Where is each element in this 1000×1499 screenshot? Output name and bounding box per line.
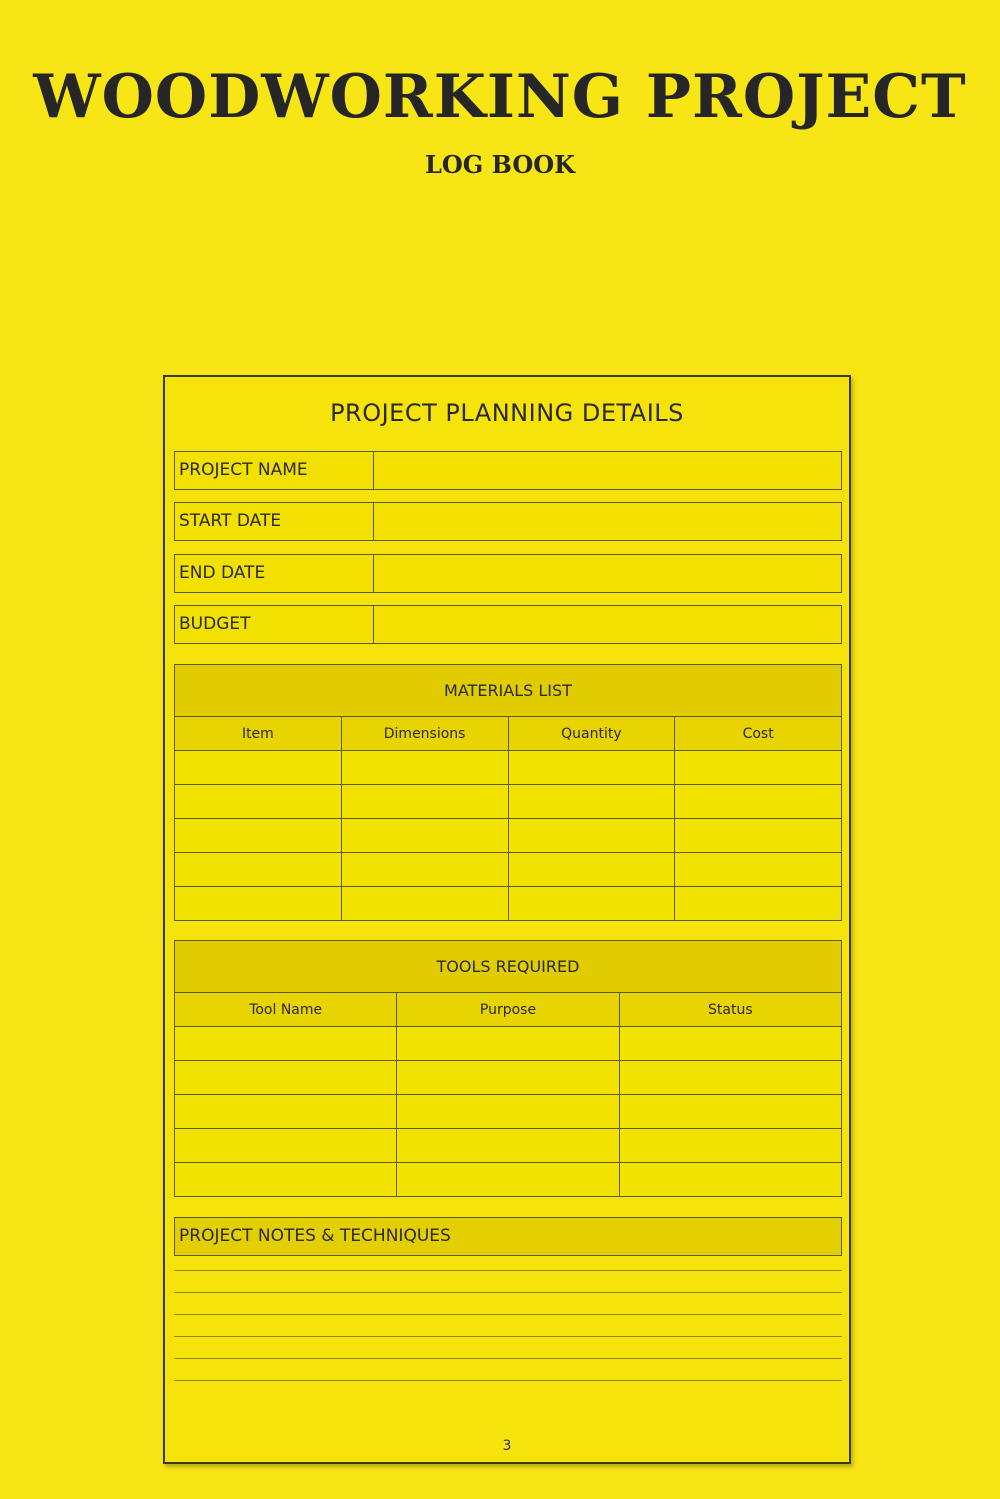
page-heading: PROJECT PLANNING DETAILS (330, 399, 684, 427)
table-cell[interactable] (397, 1061, 619, 1095)
table-cell[interactable] (619, 1129, 841, 1163)
table-row (175, 819, 842, 853)
table-row (175, 751, 842, 785)
table-cell[interactable] (341, 819, 508, 853)
table-row (175, 1163, 842, 1197)
note-line[interactable] (174, 1380, 842, 1381)
table-cell[interactable] (675, 785, 842, 819)
table-cell[interactable] (508, 853, 675, 887)
field-label: START DATE (175, 503, 374, 540)
table-cell[interactable] (175, 751, 342, 785)
column-header: Tool Name (175, 993, 397, 1027)
table-row (175, 887, 842, 921)
materials-table (174, 664, 842, 921)
table-cell[interactable] (619, 1061, 841, 1095)
note-line[interactable] (174, 1336, 842, 1337)
project-name-field (174, 451, 842, 490)
note-line[interactable] (174, 1270, 842, 1271)
field-label: END DATE (175, 555, 374, 592)
budget-input[interactable] (374, 606, 841, 643)
budget-field (174, 605, 842, 644)
page-number: 3 (502, 1438, 512, 1454)
end-date-field (174, 554, 842, 593)
project-name-input[interactable] (374, 452, 841, 489)
column-header: Purpose (397, 993, 619, 1027)
column-header: Status (619, 993, 841, 1027)
table-cell[interactable] (175, 1095, 397, 1129)
table-cell[interactable] (341, 853, 508, 887)
materials-title: MATERIALS LIST (175, 665, 842, 717)
table-cell[interactable] (619, 1163, 841, 1197)
field-label: PROJECT NAME (175, 452, 374, 489)
column-header: Quantity (508, 717, 675, 751)
table-cell[interactable] (175, 1163, 397, 1197)
table-cell[interactable] (175, 1027, 397, 1061)
note-line[interactable] (174, 1314, 842, 1315)
cover-subtitle: LOG BOOK (424, 150, 576, 179)
table-cell[interactable] (675, 819, 842, 853)
note-line[interactable] (174, 1292, 842, 1293)
table-cell[interactable] (175, 887, 342, 921)
table-cell[interactable] (397, 1095, 619, 1129)
note-line[interactable] (174, 1358, 842, 1359)
table-cell[interactable] (397, 1027, 619, 1061)
column-header: Cost (675, 717, 842, 751)
column-header: Item (175, 717, 342, 751)
table-cell[interactable] (397, 1163, 619, 1197)
table-cell[interactable] (341, 751, 508, 785)
log-page (163, 375, 851, 1464)
table-cell[interactable] (175, 1129, 397, 1163)
tools-table (174, 940, 842, 1197)
cover-title: WOODWORKING PROJECT (33, 62, 967, 132)
table-cell[interactable] (508, 887, 675, 921)
start-date-field (174, 502, 842, 541)
start-date-input[interactable] (374, 503, 841, 540)
table-cell[interactable] (397, 1129, 619, 1163)
table-cell[interactable] (508, 751, 675, 785)
table-cell[interactable] (175, 785, 342, 819)
field-label: BUDGET (175, 606, 374, 643)
table-cell[interactable] (341, 887, 508, 921)
table-cell[interactable] (175, 853, 342, 887)
table-row (175, 1095, 842, 1129)
table-cell[interactable] (675, 887, 842, 921)
table-cell[interactable] (508, 819, 675, 853)
table-cell[interactable] (619, 1027, 841, 1061)
column-header: Dimensions (341, 717, 508, 751)
table-row (175, 1129, 842, 1163)
table-cell[interactable] (175, 1061, 397, 1095)
table-cell[interactable] (675, 751, 842, 785)
table-cell[interactable] (675, 853, 842, 887)
table-cell[interactable] (619, 1095, 841, 1129)
table-row (175, 785, 842, 819)
table-row (175, 853, 842, 887)
table-cell[interactable] (341, 785, 508, 819)
table-row (175, 1061, 842, 1095)
notes-title: PROJECT NOTES & TECHNIQUES (174, 1217, 842, 1256)
table-row (175, 1027, 842, 1061)
tools-title: TOOLS REQUIRED (175, 941, 842, 993)
table-cell[interactable] (175, 819, 342, 853)
table-cell[interactable] (508, 785, 675, 819)
end-date-input[interactable] (374, 555, 841, 592)
